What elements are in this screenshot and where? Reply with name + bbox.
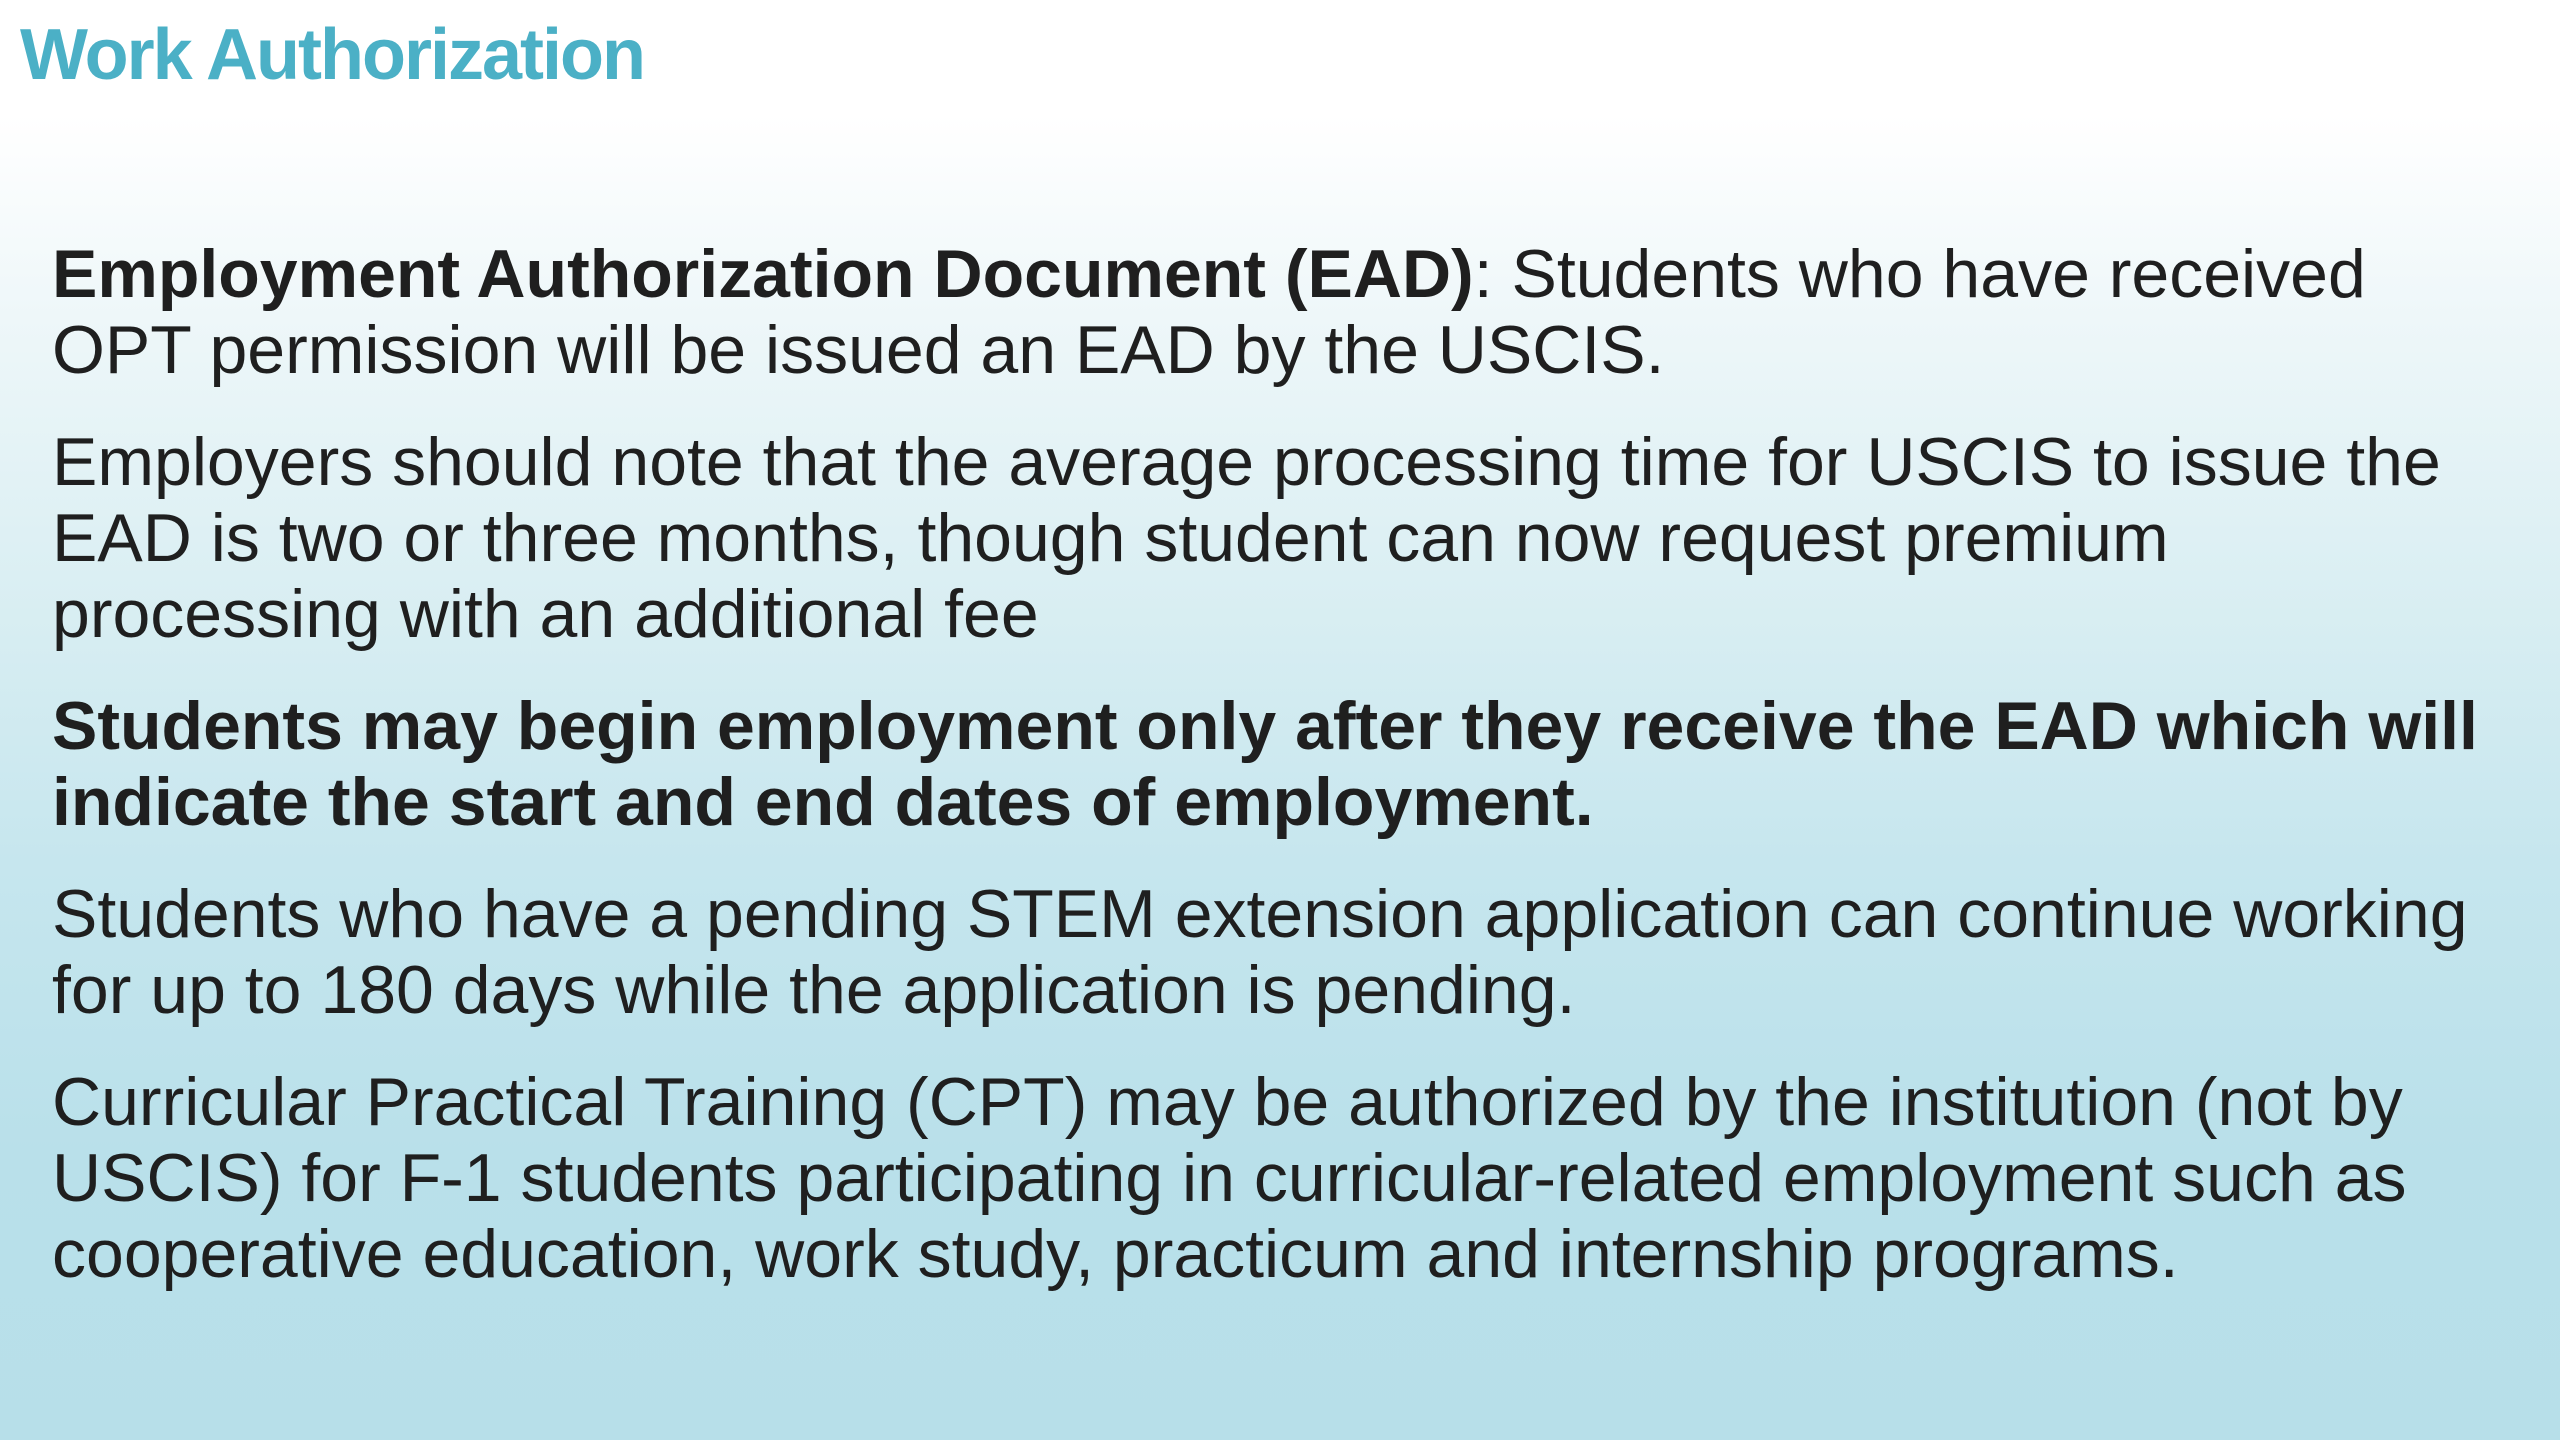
ead-heading: Employment Authorization Document (EAD) — [52, 236, 1474, 312]
slide-title: Work Authorization — [20, 15, 644, 95]
slide-body — [52, 236, 2492, 1328]
paragraph-stem-extension: Students who have a pending STEM extension application can continue working for up to 180 days while the application is pending. — [52, 876, 2468, 1028]
paragraph-processing-time: Employers should note that the average processing time for USCIS to issue the EAD is two or three months, though student can now request premium processing with an additional fee — [52, 424, 2441, 652]
paragraph-ead — [52, 236, 2492, 388]
paragraph-cpt: Curricular Practical Training (CPT) may be authorized by the institution (not by USCIS) for F-1 students participating in curricular-related employment such as cooperative education, work study, practicum and internship programs. — [52, 1064, 2407, 1292]
paragraph-begin-employment: Students may begin employment only after they receive the EAD which will indicate the start and end dates of employment. — [52, 688, 2478, 840]
ead-description: : Students who have received OPT permission will be issued an EAD by the USCIS. — [52, 236, 2366, 388]
